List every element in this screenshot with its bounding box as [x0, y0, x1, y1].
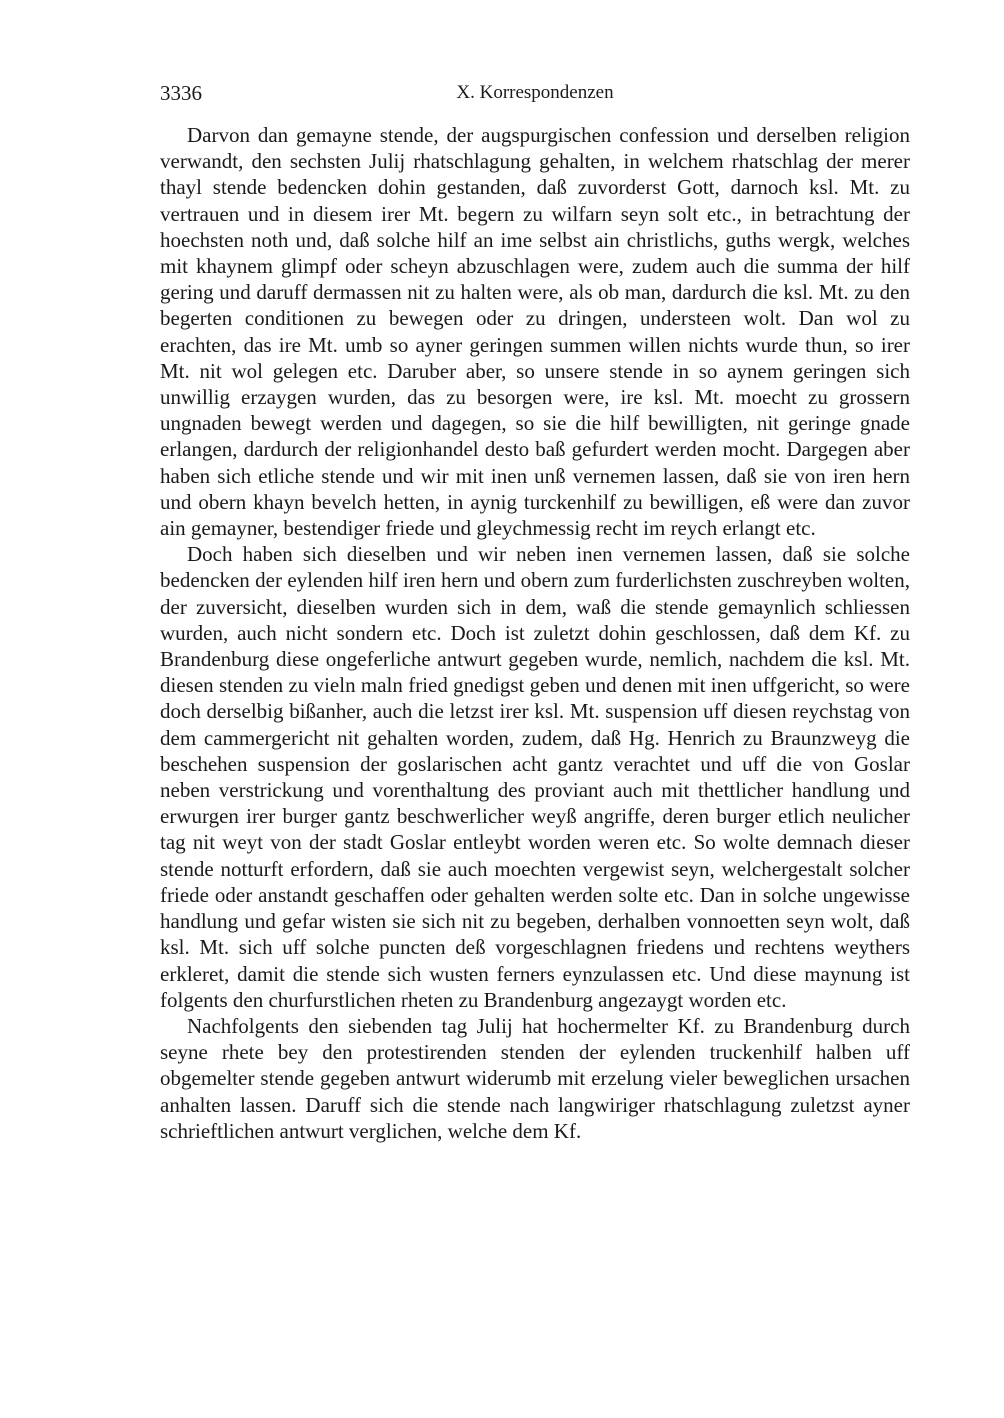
page-number: 3336 — [160, 81, 202, 105]
document-page — [160, 78, 910, 1144]
paragraph-3: Nachfolgents den siebenden tag Julij hat hochermelter Kf. zu Brandenburg durch seyne rhete bey den protestirenden stenden der eylenden truckenhilf halben uff obgemelter stende gegeben antwurt widerumb mit erzelung vieler beweglichen ursachen anhalten lassen. Daruff sich die stende nach langwiriger rhatschlagung zuletzst ayner schrieftlichen antwurt verglichen, welche dem Kf. — [160, 1013, 910, 1143]
running-head — [160, 78, 910, 108]
paragraph-1: Darvon dan gemayne stende, der augspurgischen confession und derselben religion verwandt, den sechsten Julij rhatschlagung gehalten, in welchem rhatschlag der merer thayl stende bedencken dohin gestanden, daß zuvorderst Gott, darnoch ksl. Mt. zu vertrauen und in diesem irer Mt. begern zu wilfarn seyn solt etc., in betrachtung der hoechsten noth und, daß solche hilf an ime selbst ain christlichs, guths wergk, welches mit khaynem glimpf oder scheyn abzuschlagen were, zudem auch die summa der hilf gering und daruff dermassen nit zu halten were, als ob man, dardurch die ksl. Mt. zu den begerten conditionen zu bewegen oder zu dringen, understeen wolt. Dan wol zu erachten, das ire Mt. umb so ayner geringen summen willen nichts wurde thun, so irer Mt. nit wol gelegen etc. Daruber aber, so unsere stende in so aynem geringen sich unwillig erzaygen wurden, das zu besorgen were, ire ksl. Mt. moecht zu grossern ungnaden bewegt werden und dagegen, so sie die hilf bewilligten, nit geringe gnade erlangen, dardurch der religionhandel desto baß gefurdert werden mocht. Dargegen aber haben sich etliche stende und wir mit inen unß vernemen lassen, daß sie von iren hern und obern khayn bevelch hetten, in aynig turckenhilf zu bewilligen, eß were dan zuvor ain gemayner, bestendiger friede und gleychmessig recht im reych erlangt etc. — [160, 123, 910, 541]
paragraph-2: Doch haben sich dieselben und wir neben inen vernemen lassen, daß sie solche bedencken der eylenden hilf iren hern und obern zum furderlichsten zuschreyben wolten, der zuversicht, dieselben wurden sich in dem, waß die stende gemaynlich schliessen wurden, auch nicht sondern etc. Doch ist zuletzt dohin geschlossen, daß dem Kf. zu Brandenburg diese ongeferliche antwurt gegeben wurde, nemlich, nachdem die ksl. Mt. diesen stenden zu vieln maln fried gnedigst geben und denen mit inen uffgericht, so were doch derselbig bißanher, auch die letzst irer ksl. Mt. suspension uff diesen reychstag von dem cammergericht nit gehalten worden, zudem, daß Hg. Henrich zu Braunzweyg die beschehen suspension der goslarischen acht gantz verachtet und uff die von Goslar neben verstrickung und vorenthaltung des proviant auch mit thettlicher handlung und erwurgen irer burger gantz beschwerlicher weyß angriffe, deren burger etlich neulicher tag nit weyt von der stadt Goslar entleybt worden weren etc. So wolte demnach dieser stende notturft erfordern, daß sie auch moechten vergewist seyn, welchergestalt solcher friede oder anstandt geschaffen oder gehalten werden solte etc. Dan in solche ungewisse handlung und gefar wisten sie sich nit zu begeben, derhalben vonnoetten seyn wolt, daß ksl. Mt. sich uff solche puncten deß vorgeschlagnen friedens und rechtens weythers erkleret, damit die stende sich wusten ferners eynzulassen etc. Und diese maynung ist folgents den churfurstlichen rheten zu Brandenburg angezaygt worden etc. — [160, 542, 910, 1012]
body-text — [160, 122, 910, 1144]
running-title: X. Korrespondenzen — [456, 82, 614, 103]
